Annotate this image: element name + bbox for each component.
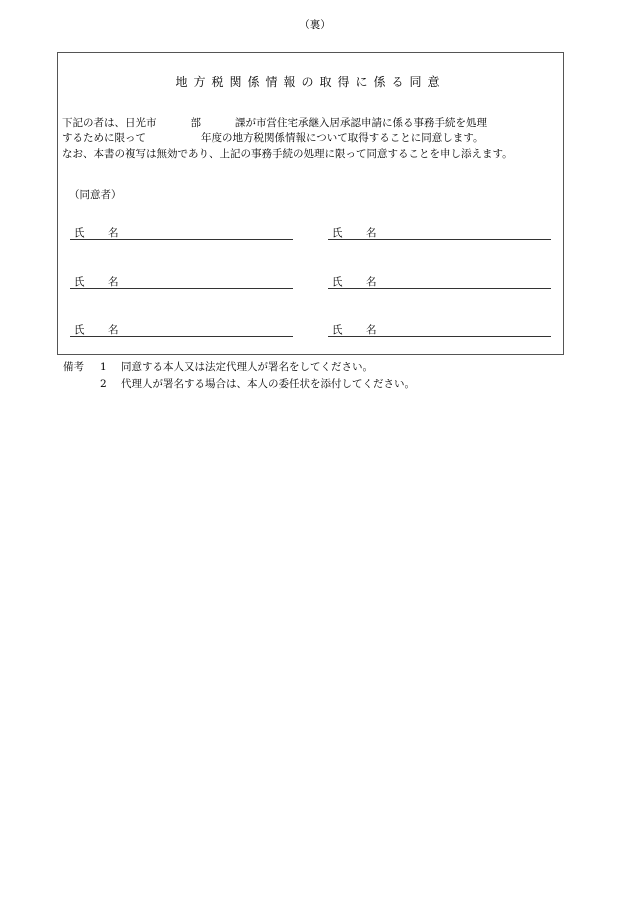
signature-label-given: 名 bbox=[366, 227, 377, 239]
remark-text: 同意する本人又は法定代理人が署名をしてください。 bbox=[121, 361, 373, 373]
remarks-label: 備考 bbox=[63, 361, 84, 373]
consenter-label: （同意者） bbox=[69, 189, 122, 201]
signature-label-given: 名 bbox=[366, 324, 377, 336]
signature-field[interactable] bbox=[328, 322, 551, 337]
signature-label-surname: 氏 bbox=[74, 324, 85, 336]
remark-number: 1 bbox=[100, 361, 107, 373]
signature-label-surname: 氏 bbox=[332, 324, 343, 336]
body-line1-text-b: 部 bbox=[190, 117, 201, 129]
signature-label-surname: 氏 bbox=[332, 227, 343, 239]
signature-label-given: 名 bbox=[366, 276, 377, 288]
consent-form-box bbox=[57, 52, 564, 355]
form-title: 地方税関係情報の取得に係る同意 bbox=[175, 75, 446, 89]
consent-paragraph-line-2 bbox=[62, 131, 483, 146]
signature-label-surname: 氏 bbox=[74, 276, 85, 288]
signature-field[interactable] bbox=[70, 225, 293, 240]
signature-label-given: 名 bbox=[108, 227, 119, 239]
signature-field[interactable] bbox=[70, 274, 293, 289]
signature-field[interactable] bbox=[328, 274, 551, 289]
body-line2-text-b: 年度の地方税関係情報について取得することに同意します。 bbox=[201, 132, 484, 144]
signature-field[interactable] bbox=[328, 225, 551, 240]
body-line2-text-a: するために限って bbox=[62, 132, 146, 144]
signature-label-surname: 氏 bbox=[332, 276, 343, 288]
remark-number: 2 bbox=[100, 378, 107, 390]
signature-label-given: 名 bbox=[108, 276, 119, 288]
body-line1-text-c: 課が市営住宅承継入居承認申請に係る事務手続を処理 bbox=[235, 117, 487, 129]
signature-label-given: 名 bbox=[108, 324, 119, 336]
signature-label-surname: 氏 bbox=[74, 227, 85, 239]
remark-text: 代理人が署名する場合は、本人の委任状を添付してください。 bbox=[121, 378, 415, 390]
consent-paragraph-line-1 bbox=[62, 116, 487, 131]
page-side-mark: （裏） bbox=[299, 19, 331, 31]
consent-paragraph-line-3: なお、本書の複写は無効であり、上記の事務手続の処理に限って同意することを申し添えます。 bbox=[62, 148, 513, 160]
body-line1-text-a: 下記の者は、日光市 bbox=[62, 117, 157, 129]
signature-field[interactable] bbox=[70, 322, 293, 337]
